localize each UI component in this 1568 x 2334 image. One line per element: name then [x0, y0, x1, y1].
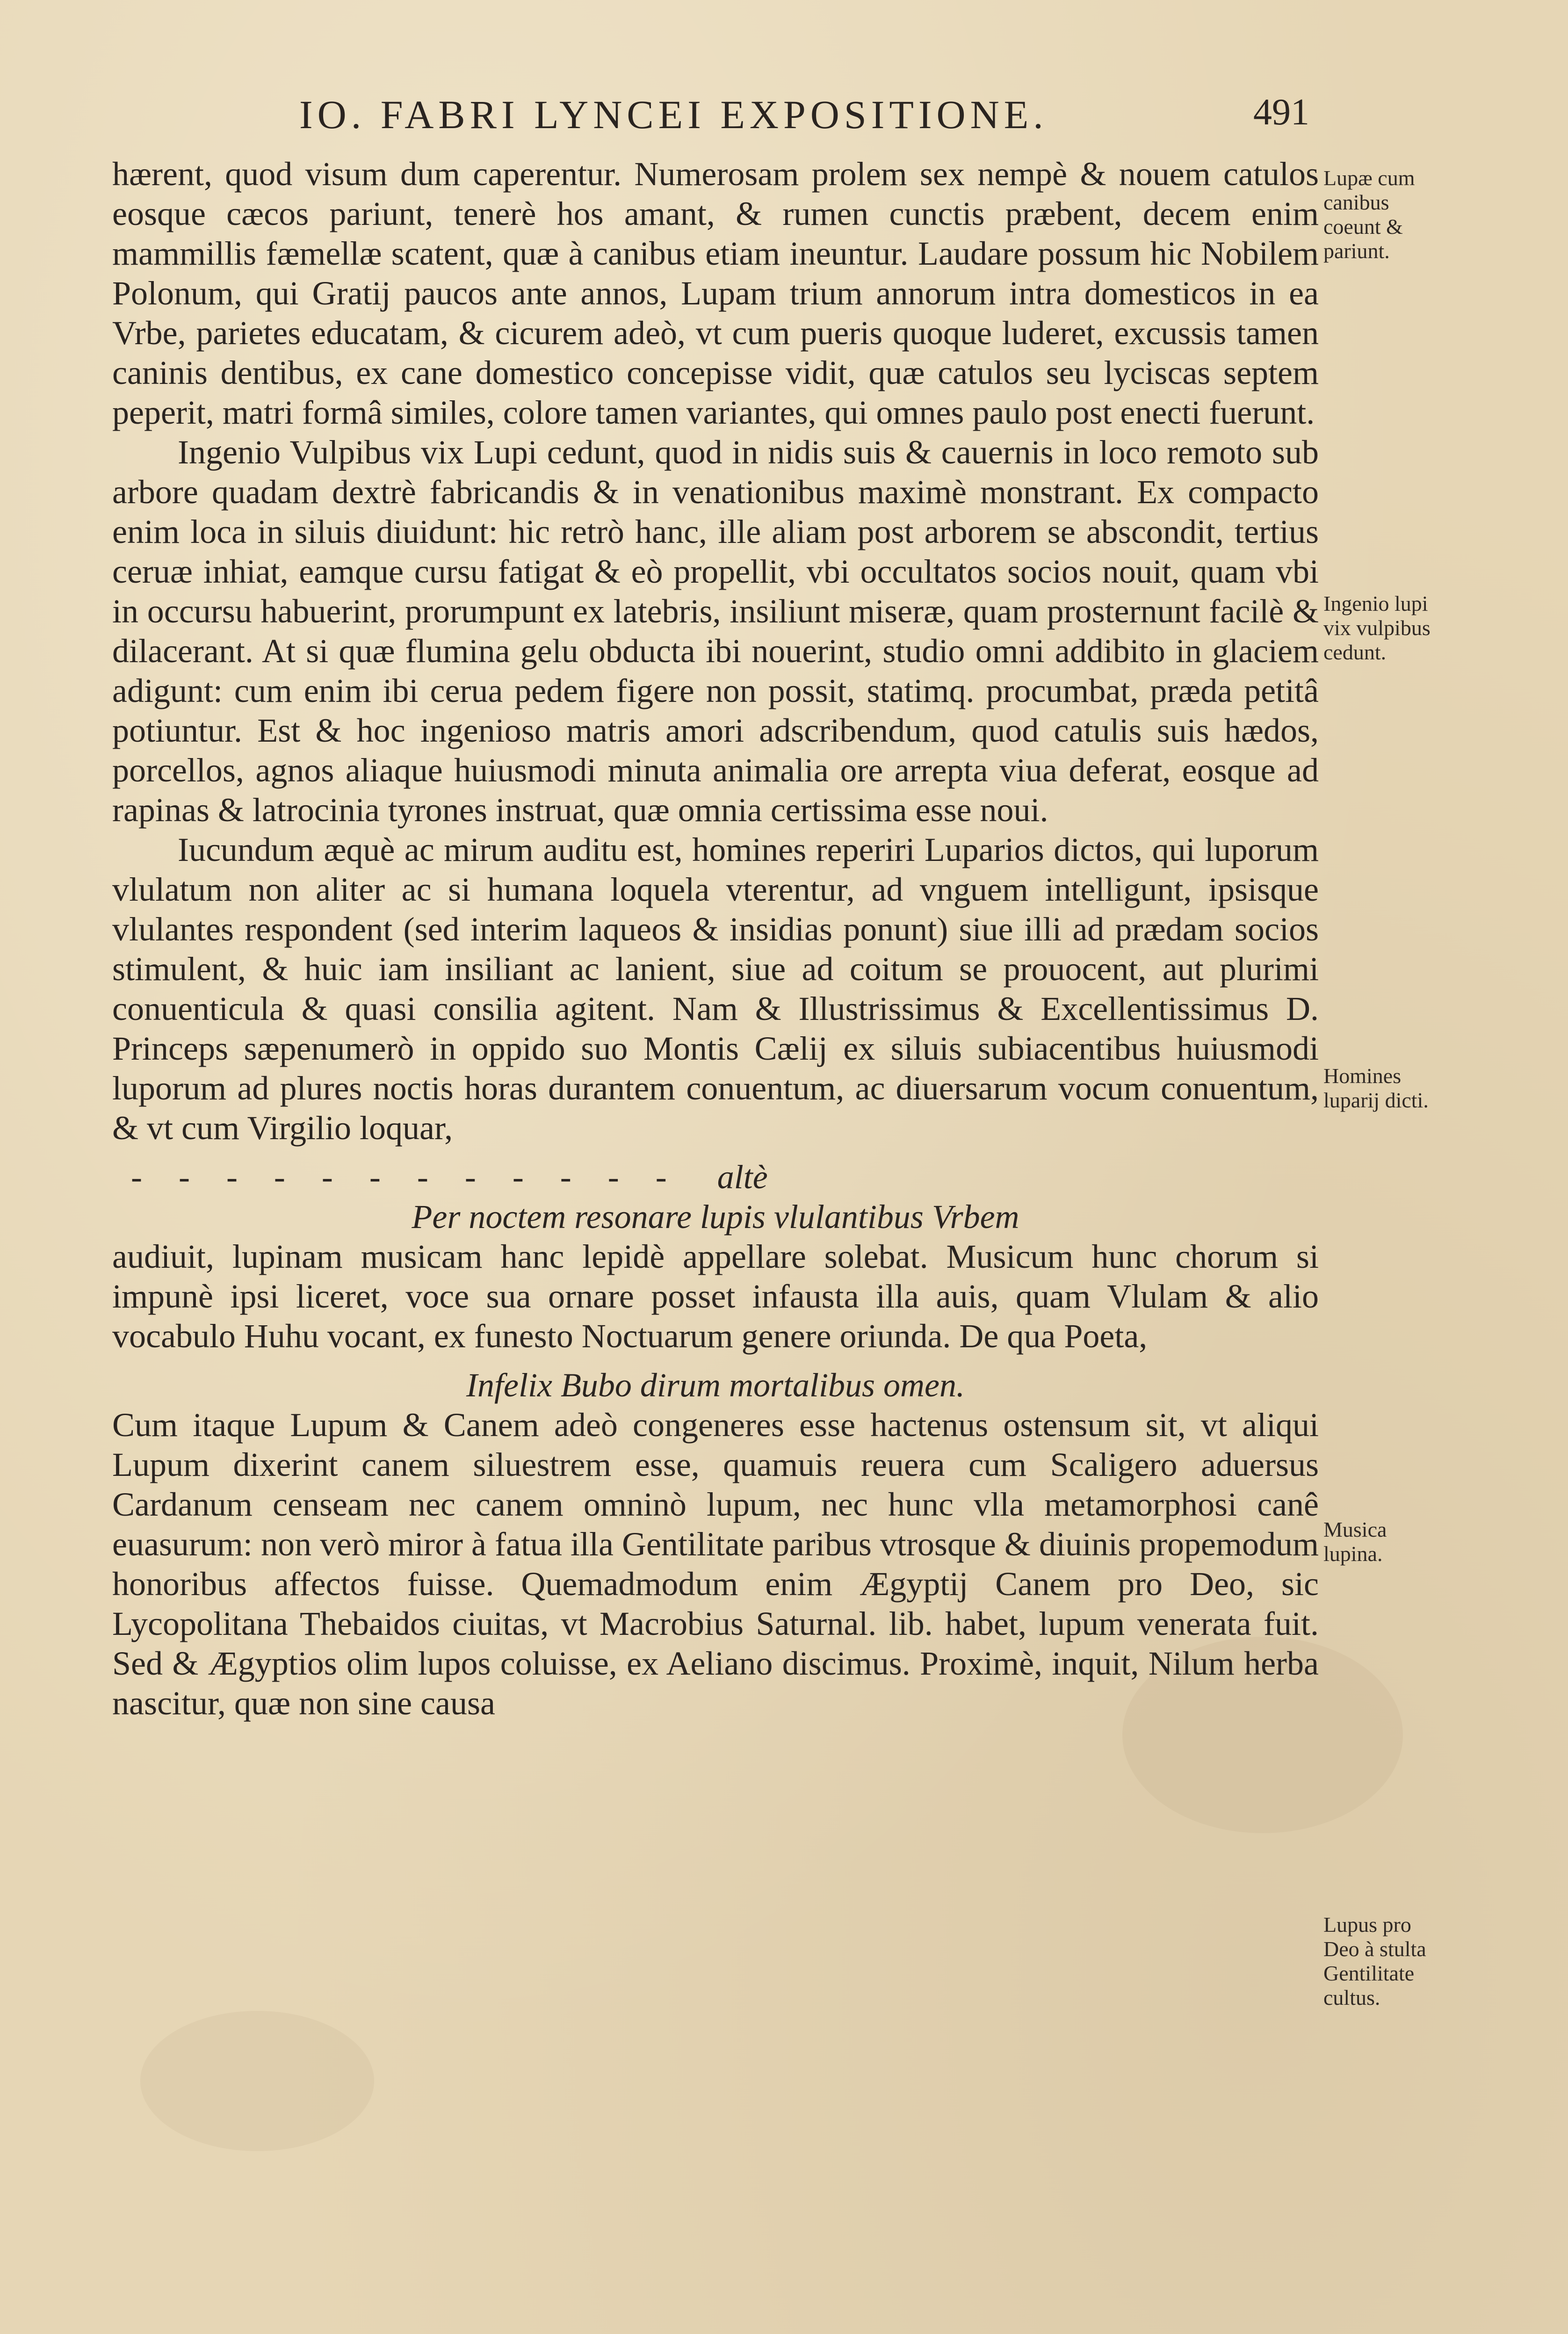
verse-line-2: Infelix Bubo dirum mortalibus omen.	[466, 1366, 965, 1404]
margin-note-2: Ingenio lupi vix vulpibus cedunt.	[1323, 592, 1431, 664]
verse-lead-word: altè	[717, 1158, 768, 1196]
page-number: 491	[1253, 92, 1309, 133]
running-title: IO. FABRI LYNCEI EXPOSITIONE.	[299, 92, 1048, 137]
verse-ellipsis-dashes: - - - - - - - - - - - -	[131, 1158, 681, 1196]
margin-note-4: Musica lupina.	[1323, 1517, 1387, 1566]
paragraph-4: audiuit, lupinam musicam hanc lepidè appellare solebat. Musicum hunc chorum si impunè ipsi liceret, voce sua ornare posset infausta illa auis, quam Vlulam & alio vocabulo Huhu vocant, ex funesto Noctuarum genere oriunda. De qua Poeta,	[112, 1238, 1319, 1355]
paragraph-1: hærent, quod visum dum caperentur. Numerosam prolem sex nempè & nouem catulos eosque cæcos pariunt, tenerè hos amant, & rumen cunctis præbent, decem enim mammillis fæmellæ scatent, quæ à canibus etiam ineuntur. Laudare possum hic Nobilem Polonum, qui Gratij paucos ante annos, Lupam trium annorum intra domesticos in ea Vrbe, parietes educatam, & cicurem adeò, vt cum pueris quoque luderet, excussis tamen caninis dentibus, ex cane domestico concepisse vidit, quæ catulos seu lyciscas septem peperit, matri formâ similes, colore tamen variantes, qui omnes paulo post enecti fuerunt.	[112, 155, 1319, 431]
verse-line-1: Per noctem resonare lupis vlulantibus Vrbem	[412, 1198, 1019, 1236]
paper-stain	[140, 2011, 374, 2151]
page-header	[299, 91, 1328, 143]
paragraph-3: Iucundum æquè ac mirum auditu est, homines reperiri Luparios dictos, qui luporum vlulatum non aliter ac si humana loquela vterentur, ad vnguem intelligunt, ipsisque vlulantes respondent (sed interim laqueos & insidias ponunt) siue illi ad prædam socios stimulent, & huic iam insiliant ac lanient, siue ad coitum se prouocent, aut plurimi conuenticula & quasi consilia agitent. Nam & Illustrissimus & Excellentissimus D. Princeps sæpenumerò in oppido suo Montis Cælij ex siluis subiacentibus huiusmodi luporum ad plures noctis horas durantem conuentum, ac diuersarum vocum conuentum, & vt cum Virgilio loquar,	[112, 831, 1319, 1147]
margin-note-3: Homines luparij dicti.	[1323, 1064, 1429, 1112]
margin-note-5: Lupus pro Deo à stulta Gentilitate cultus.	[1323, 1913, 1426, 2009]
paragraph-5: Cum itaque Lupum & Canem adeò congeneres esse hactenus ostensum sit, vt aliqui Lupum dixerint canem siluestrem esse, quamuis reuera cum Scaligero aduersus Cardanum censeam nec canem omninò lupum, nec hunc vlla metamorphosi canê euasurum: non verò miror à fatua illa Gentilitate paribus vtrosque & diuinis propemodum honoribus affectos fuisse. Quemadmodum enim Ægyptij Canem pro Deo, sic Lycopolitana Thebaidos ciuitas, vt Macrobius Saturnal. lib. habet, lupum venerata fuit. Sed & Ægyptios olim lupos coluisse, ex Aeliano discimus. Proximè, inquit, Nilum herba nascitur, quæ non sine causa	[112, 1406, 1319, 1722]
main-text	[112, 154, 1319, 1723]
margin-note-1: Lupæ cum canibus coeunt & pariunt.	[1323, 166, 1415, 263]
verse-lead	[112, 1157, 1319, 1197]
paragraph-2: Ingenio Vulpibus vix Lupi cedunt, quod in nidis suis & cauernis in loco remoto sub arbore quadam dextrè fabricandis & in venationibus maximè monstrant. Ex compacto enim loca in siluis diuidunt: hic retrò hanc, ille aliam post arborem se abscondit, tertius ceruæ inhiat, eamque cursu fatigat & eò propellit, vbi occultatos socios nouit, quam vbi in occursu habuerint, prorumpunt ex latebris, insiliunt miseræ, quam prosternunt facilè & dilacerant. At si quæ flumina gelu obducta ibi nouerint, studio omni addibito in glaciem adigunt: cum enim ibi cerua pedem figere non possit, statimq. procumbat, præda petitâ potiuntur. Est & hoc ingenioso matris amori adscribendum, quod catulis suis hædos, porcellos, agnos aliaque huiusmodi minuta animalia ore arrepta viua deferat, eosque ad rapinas & latrocinia tyrones instruat, quæ omnia certissima esse noui.	[112, 434, 1319, 829]
